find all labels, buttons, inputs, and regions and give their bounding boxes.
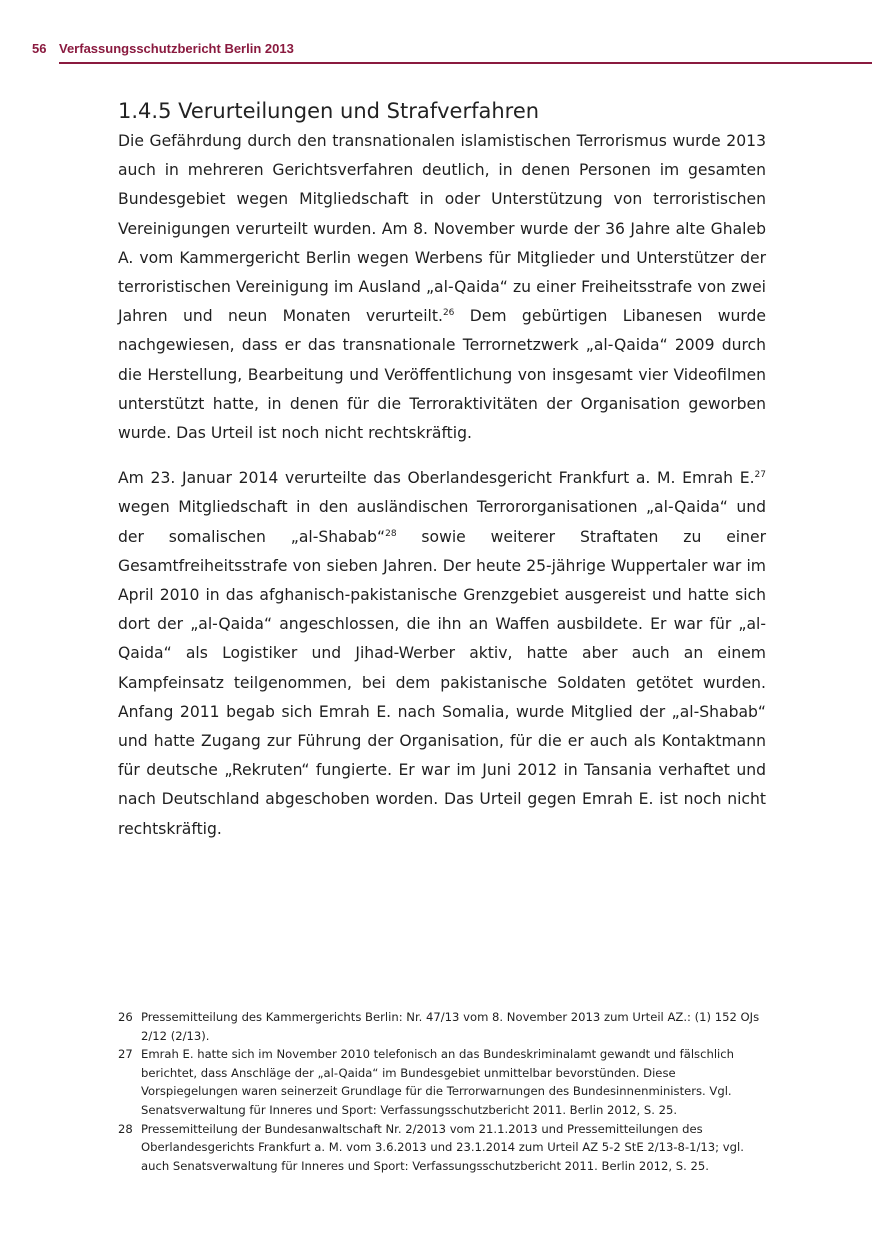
footnote-number: 26: [118, 1010, 133, 1024]
running-header: [32, 40, 872, 62]
header-rule: [59, 62, 872, 64]
footnote-text: Emrah E. hatte sich im November 2010 telefonisch an das Bundeskriminalamt gewandt und fälschlich berichtet, dass Anschläge der „al-Qaida“ im Bundesgebiet unmittelbar bevorstünden. Diese Vorspiegelungen waren seinerzeit Grundlage für die Terrorwarnungen des Bundesinnenministers. Vgl. Senatsverwaltung für Inneres und Sport: Verfassungsschutzbericht 2011. Berlin 2012, S. 25.: [141, 1047, 734, 1117]
paragraph-text: Dem gebürtigen Libanesen wurde nachgewiesen, dass er das transnationale Terrornetzwerk „al-Qaida“ 2009 durch die Herstellung, Bearbeitung und Veröffentlichung von insgesamt vier Videofilmen unterstützt hatte, in denen für die Terroraktivitäten der Organisation geworben wurde. Das Urteil ist noch nicht rechtskräftig.: [118, 307, 766, 443]
footnote-ref-27[interactable]: 27: [754, 470, 766, 481]
paragraph-text: Die Gefährdung durch den transnationalen islamistischen Terrorismus wurde 2013 auch in mehreren Gerichtsverfahren deutlich, in denen Personen im gesamten Bundesgebiet wegen Mitgliedschaft in oder Unterstützung von terroristischen Vereinigungen verurteilt wurden. Am 8. November wurde der 36 Jahre alte Ghaleb A. vom Kammergericht Berlin wegen Werbens für Mitglieder und Unterstützer der terroristischen Vereinigung im Ausland „al-Qaida“ zu einer Freiheitsstrafe von zwei Jahren und neun Monaten verurteilt.: [118, 132, 766, 326]
paragraph-text: sowie weiterer Straftaten zu einer Gesamtfreiheitsstrafe von sieben Jahren. Der heute 25-jährige Wuppertaler war im April 2010 in das afghanisch-pakistanische Grenzgebiet ausgereist und hatte sich dort der „al-Qaida“ angeschlossen, die ihn an Waffen ausbildete. Er war für „al-Qaida“ als Logistiker und Jihad-Werber aktiv, hatte aber auch an einem Kampfeinsatz teilgenommen, bei dem pakistanische Soldaten getötet wurden. Anfang 2011 begab sich Emrah E. nach Somalia, wurde Mitglied der „al-Shabab“ und hatte Zugang zur Führung der Organisation, für die er auch als Kontaktmann für deutsche „Rekruten“ fungierte. Er war im Juni 2012 in Tansania verhaftet und nach Deutschland abgeschoben worden. Das Urteil gegen Emrah E. ist noch nicht rechtskräftig.: [118, 527, 767, 838]
footnote-ref-28[interactable]: 28: [385, 528, 397, 539]
page-number: 56: [32, 41, 47, 56]
footnotes: [118, 1008, 766, 1175]
footnote-text: Pressemitteilung des Kammergerichts Berlin: Nr. 47/13 vom 8. November 2013 zum Urteil AZ.: (1) 152 OJs 2/12 (2/13).: [141, 1010, 760, 1043]
footnote-text: Pressemitteilung der Bundesanwaltschaft Nr. 2/2013 vom 21.1.2013 und Pressemitteilungen des Oberlandesgerichts Frankfurt a. M. vom 3.6.2013 und 23.1.2014 zum Urteil AZ 5-2 StE 2/13-8-1/13; vgl. auch Senatsverwaltung für Inneres und Sport: Verfassungsschutzbericht 2011. Berlin 2012, S. 25.: [141, 1121, 744, 1173]
paragraph-text: Am 23. Januar 2014 verurteilte das Oberlandesgericht Frankfurt a. M. Emrah E.: [118, 469, 755, 488]
footnote-number: 28: [118, 1121, 133, 1136]
section-heading: 1.4.5 Verurteilungen und Strafverfahren: [118, 99, 540, 123]
footnote-27: [118, 1045, 766, 1119]
footnote-26: [118, 1008, 766, 1045]
footnote-number: 27: [118, 1047, 133, 1062]
paragraph-text: wegen Mitgliedschaft in den ausländischen Terrororganisationen „al-Qaida“ und der somalischen „al-Shabab“: [118, 498, 766, 546]
main-content: [118, 97, 766, 860]
paragraph-1: [118, 127, 766, 448]
running-title: Verfassungsschutzbericht Berlin 2013: [59, 41, 294, 56]
footnote-28: [118, 1120, 766, 1176]
footnote-ref-26[interactable]: 26: [442, 308, 455, 319]
paragraph-2: [118, 464, 766, 844]
